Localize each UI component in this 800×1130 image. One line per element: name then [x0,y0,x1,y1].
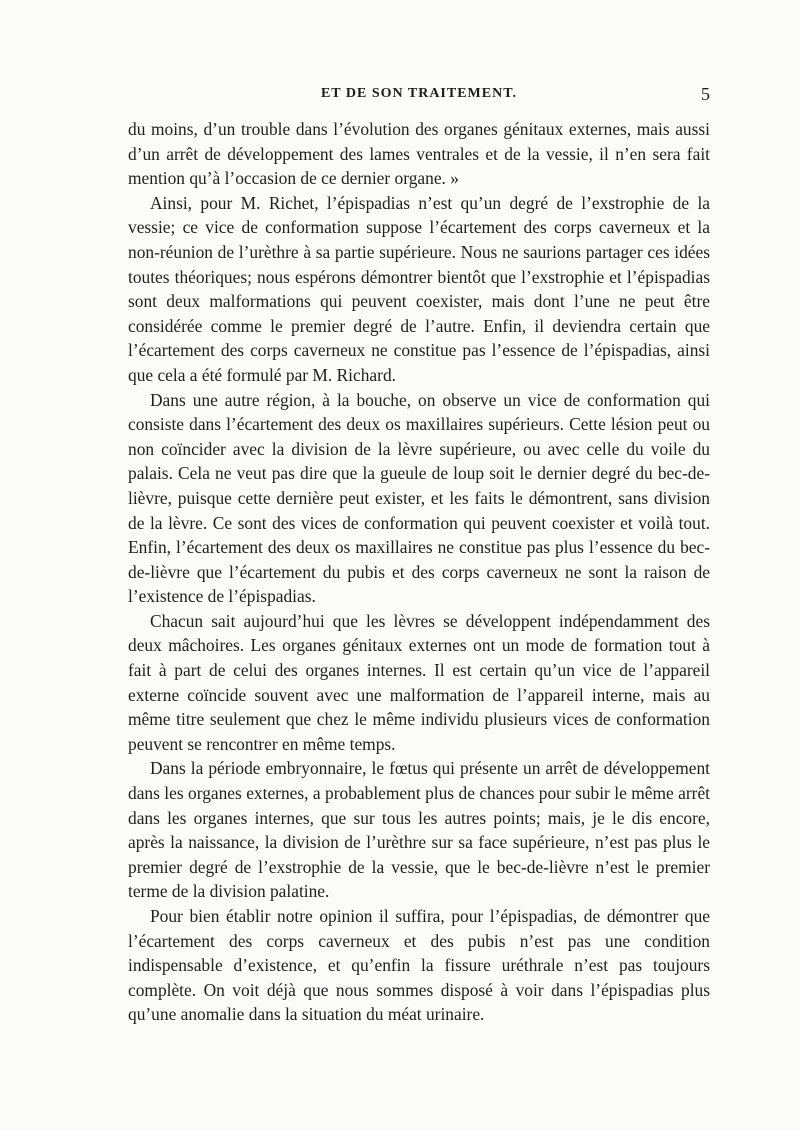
paragraph: Ainsi, pour M. Richet, l’épispadias n’est qu’un degré de l’exstrophie de la vessie; ce vice de conformation suppose l’écartement des corps caverneux et la non-réunion de l’urèthre à sa partie supérieure. Nous ne saurions partager ces idées toutes théoriques; nous espérons démontrer bientôt que l’exstrophie et l’épispadias sont deux malformations qui peuvent coexister, mais dont l’une ne peut être considérée comme le premier degré de l’autre. Enfin, il deviendra certain que l’écartement des corps caverneux ne constitue pas l’essence de l’épispadias, ainsi que cela a été formulé par M. Richard. [128,192,710,385]
paragraph: du moins, d’un trouble dans l’évolution des organes génitaux externes, mais aussi d’un arrêt de développement des lames ventrales et de la vessie, il n’en sera fait mention qu’à l’occasion de ce dernier organe. » [128,119,710,189]
paragraph: Chacun sait aujourd’hui que les lèvres se développent indépendamment des deux mâchoires. Les organes génitaux externes ont un mode de formation tout à fait à part de celui des organes internes. Il est certain qu’un vice de l’appareil externe coïncide souvent avec une malformation de l’appareil interne, mais au même titre seulement que chez le même individu plusieurs vices de conformation peuvent se rencontrer en même temps. [128,610,710,754]
body-text [128,117,710,1027]
paragraph: Pour bien établir notre opinion il suffira, pour l’épispadias, de démontrer que l’écartement des corps caverneux et des pubis n’est pas une condition indispensable d’existence, et qu’enfin la fissure uréthrale n’est pas toujours complète. On voit déjà que nous sommes disposé à voir dans l’épispadias plus qu’une anomalie dans la situation du méat urinaire. [128,906,710,1025]
page-number: 5 [701,84,710,104]
running-title: ET DE SON TRAITEMENT. [320,86,518,101]
running-header [128,86,710,110]
paragraph: Dans une autre région, à la bouche, on observe un vice de conformation qui consiste dans l’écartement des deux os maxillaires supérieurs. Cette lésion peut ou non coïncider avec la division de la lèvre supérieure, ou avec celle du voile du palais. Cela ne veut pas dire que la gueule de loup soit le dernier degré du bec-de-lièvre, puisque cette dernière peut exister, et les faits le démontrent, sans division de la lèvre. Ce sont des vices de conformation qui peuvent coexister et voilà tout. Enfin, l’écartement des deux os maxillaires ne constitue pas plus l’essence du bec-de-lièvre que l’écartement du pubis et des corps caverneux ne sont la raison de l’existence de l’épispadias. [128,389,710,607]
paragraph: Dans la période embryonnaire, le fœtus qui présente un arrêt de développement dans les organes externes, a probablement plus de chances pour subir le même arrêt dans les organes internes, que sur tous les autres points; mais, je le dis encore, après la naissance, la division de l’urèthre sur sa face supérieure, n’est pas plus le premier degré de l’exstrophie de la vessie, que le bec-de-lièvre n’est le premier terme de la division palatine. [128,758,710,902]
